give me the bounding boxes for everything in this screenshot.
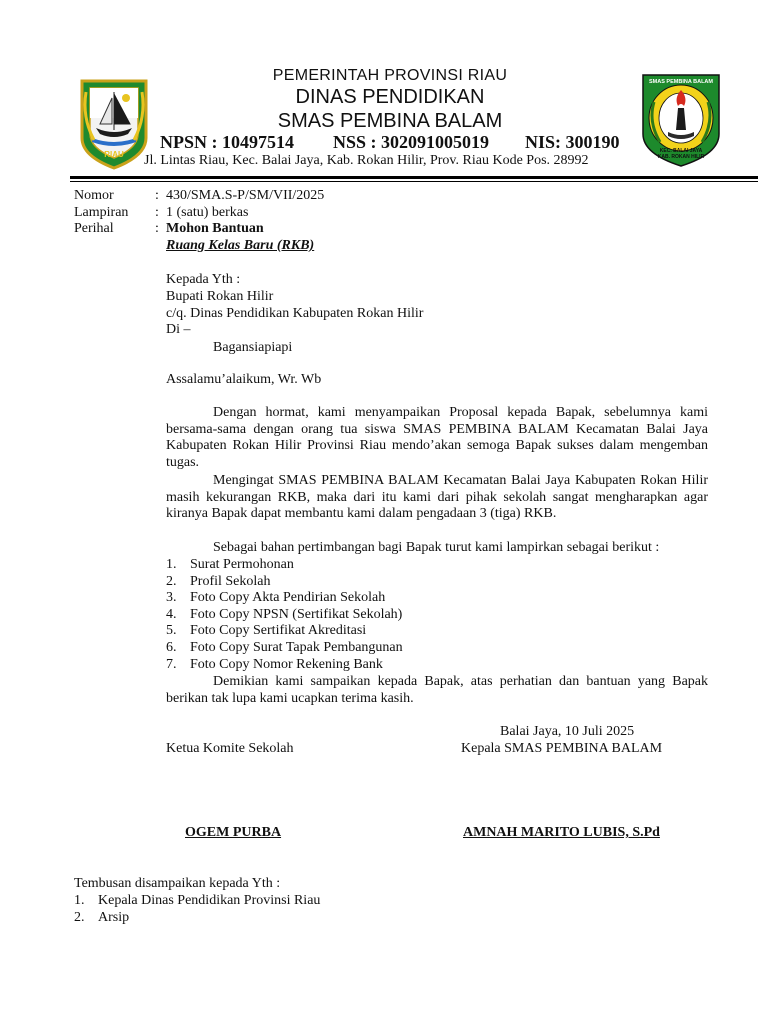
- cc-title: Tembusan disampaikan kepada Yth :: [74, 876, 281, 891]
- meta-value-perihal: Mohon Bantuan: [166, 221, 264, 236]
- meta-value-nomor: 430/SMA.S-P/SM/VII/2025: [166, 188, 325, 203]
- right-signatory-name: AMNAH MARITO LUBIS, S.Pd: [463, 825, 660, 840]
- meta-label-lampiran: Lampiran: [74, 205, 129, 220]
- letter-date: Balai Jaya, 10 Juli 2025: [500, 724, 635, 739]
- department-heading: DINAS PENDIDIKAN: [295, 86, 485, 108]
- paragraph-1: Dengan hormat, kami menyampaikan Proposal kepada Bapak, sebelumnya kami bersama-sama dengan orang tua siswa SMAS PEMBINA BALAM Kecamatan Balai Jaya Kabupaten Rokan Hilir Provinsi Riau mendo’akan semoga Bapak sukses dalam mengemban tugas.: [166, 405, 708, 470]
- nss-number: NSS : 302091005019: [333, 132, 490, 152]
- header-divider-thin: [70, 181, 758, 182]
- meta-colon: :: [155, 205, 159, 220]
- recipient-line-2: Bupati Rokan Hilir: [166, 289, 274, 304]
- recipient-line-3: c/q. Dinas Pendidikan Kabupaten Rokan Hilir: [166, 306, 424, 321]
- government-heading: PEMERINTAH PROVINSI RIAU: [272, 67, 508, 84]
- recipient-place: Bagansiapiapi: [213, 340, 293, 355]
- subject-line-2: Ruang Kelas Baru (RKB): [166, 238, 315, 253]
- meta-colon: :: [155, 221, 159, 236]
- school-address: Jl. Lintas Riau, Kec. Balai Jaya, Kab. Rokan Hilir, Prov. Riau Kode Pos. 28992: [144, 153, 589, 168]
- list-item: 2. Profil Sekolah: [166, 573, 271, 589]
- list-item: 6. Foto Copy Surat Tapak Pembangunan: [166, 639, 403, 655]
- school-logo-bottom-text-1: KEC. BALAI JAYA: [659, 148, 703, 154]
- left-signatory-name: OGEM PURBA: [185, 825, 282, 840]
- nis-number: NIS: 300190: [525, 132, 620, 152]
- attachment-list: [166, 557, 403, 673]
- left-signatory-title: Ketua Komite Sekolah: [166, 741, 294, 756]
- right-signatory-title: Kepala SMAS PEMBINA BALAM: [461, 741, 663, 756]
- header-divider-thick: [70, 176, 758, 179]
- recipient-line-1: Kepada Yth :: [166, 272, 241, 287]
- cc-list: [74, 893, 320, 926]
- riau-logo-text: RIAU: [104, 150, 124, 159]
- list-item: 3. Foto Copy Akta Pendirian Sekolah: [166, 590, 386, 606]
- list-item: 7. Foto Copy Nomor Rekening Bank: [166, 656, 383, 672]
- meta-colon: :: [155, 188, 159, 203]
- list-item: 1. Kepala Dinas Pendidikan Provinsi Riau: [74, 893, 321, 908]
- school-heading: SMAS PEMBINA BALAM: [277, 110, 503, 132]
- paragraph-3: Sebagai bahan pertimbangan bagi Bapak turut kami lampirkan sebagai berikut :: [213, 540, 660, 555]
- school-logo-bottom-text-2: KAB. ROKAN HILIR: [657, 154, 705, 160]
- closing-paragraph: Demikian kami sampaikan kepada Bapak, atas perhatian dan bantuan yang Bapak berikan tak lupa kami ucapkan terima kasih.: [166, 674, 708, 706]
- meta-value-lampiran: 1 (satu) berkas: [166, 205, 249, 220]
- school-logo-top-text: SMAS PEMBINA BALAM: [649, 79, 713, 85]
- list-item: 4. Foto Copy NPSN (Sertifikat Sekolah): [166, 606, 403, 622]
- meta-label-nomor: Nomor: [74, 188, 114, 203]
- paragraph-2: Mengingat SMAS PEMBINA BALAM Kecamatan Balai Jaya Kabupaten Rokan Hilir masih kekurangan RKB, maka dari itu kami dari pihak sekolah sangat mengharapkan agar kiranya Bapak dapat membantu kami dalam pengadaan 3 (tiga) RKB.: [166, 473, 708, 522]
- greeting: Assalamu’alaikum, Wr. Wb: [166, 372, 322, 387]
- recipient-line-4: Di –: [166, 322, 191, 337]
- npsn-number: NPSN : 10497514: [160, 132, 294, 152]
- list-item: 5. Foto Copy Sertifikat Akreditasi: [166, 623, 367, 639]
- list-item: 1. Surat Permohonan: [166, 557, 294, 572]
- list-item: 2. Arsip: [74, 909, 130, 925]
- meta-label-perihal: Perihal: [74, 221, 114, 236]
